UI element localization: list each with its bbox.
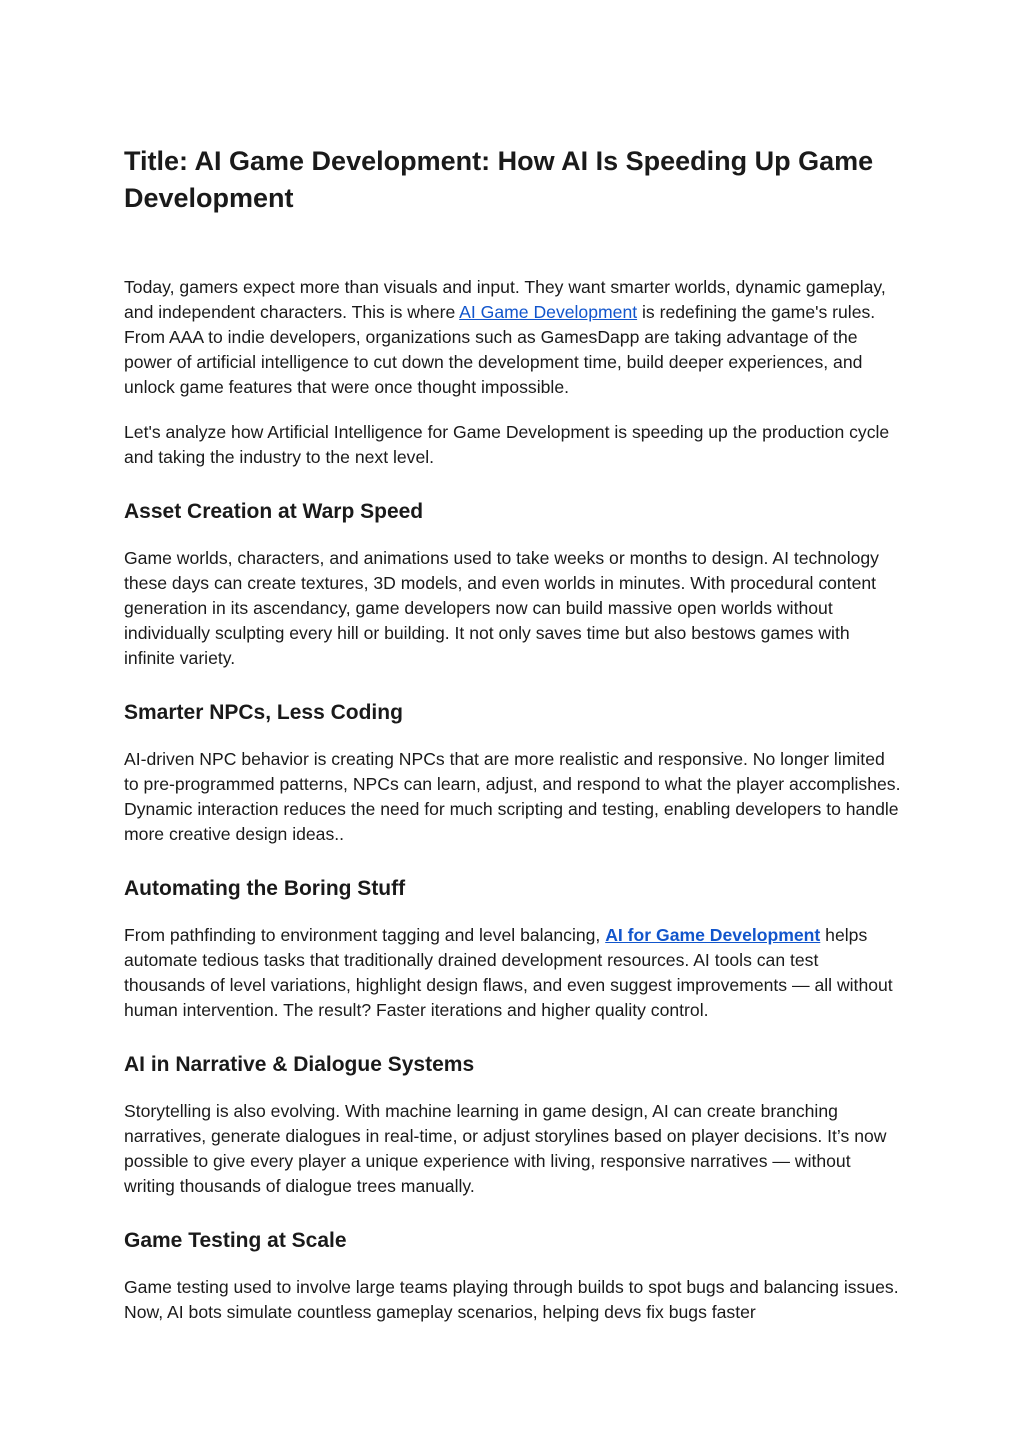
section-body-asset-creation: Game worlds, characters, and animations used to take weeks or months to design. AI technology these days can create textures, 3D models, and even worlds in minutes. With procedural content generation in its ascendancy, game developers now can build massive open worlds without individually sculpting every hill or building. It not only saves time but also bestows games with infinite variety.	[124, 548, 879, 668]
intro-text-start: Today, gamers expect more than visuals and input. They want smarter worlds, dynamic gameplay, and independent characters. This is where	[124, 277, 886, 322]
intro-paragraph-2: Let's analyze how Artificial Intelligence for Game Development is speeding up the production cycle and taking the industry to the next level.	[124, 422, 890, 467]
ai-for-game-development-link[interactable]: AI for Game Development	[605, 925, 821, 945]
section-body-smarter-npcs: AI-driven NPC behavior is creating NPCs that are more realistic and responsive. No longer limited to pre-programmed patterns, NPCs can learn, adjust, and respond to what the player accomplishes. Dynamic interaction reduces the need for much scripting and testing, enabling developers to handle more creative design ideas..	[124, 749, 901, 844]
automating-text-end: helps automate tedious tasks that traditionally drained development resources. AI tools can test thousands of level variations, highlight design flaws, and even suggest improvements — all without human intervention. The result? Faster iterations and higher quality control.	[124, 925, 893, 1020]
intro-paragraph	[124, 275, 902, 400]
ai-game-development-link[interactable]: AI Game Development	[459, 302, 638, 322]
automating-text-start: From pathfinding to environment tagging and level balancing,	[124, 925, 606, 945]
section-body-automating	[124, 923, 902, 1023]
section-heading-asset-creation: Asset Creation at Warp Speed	[124, 500, 424, 523]
section-heading-narrative: AI in Narrative & Dialogue Systems	[124, 1053, 475, 1076]
section-body-narrative: Storytelling is also evolving. With machine learning in game design, AI can create branching narratives, generate dialogues in real-time, or adjust storylines based on player decisions. It’s now possible to give every player a unique experience with living, responsive narratives — without writing thousands of dialogue trees manually.	[124, 1101, 887, 1196]
document-title: Title: AI Game Development: How AI Is Speeding Up Game Development	[124, 146, 874, 213]
section-heading-smarter-npcs: Smarter NPCs, Less Coding	[124, 701, 403, 724]
section-heading-game-testing: Game Testing at Scale	[124, 1229, 347, 1252]
intro-text-end: is redefining the game's rules. From AAA to indie developers, organizations such as GamesDapp are taking advantage of the power of artificial intelligence to cut down the development time, build deeper experiences, and unlock game features that were once thought impossible.	[124, 302, 876, 397]
section-heading-automating: Automating the Boring Stuff	[124, 877, 406, 900]
section-body-game-testing: Game testing used to involve large teams playing through builds to spot bugs and balancing issues. Now, AI bots simulate countless gameplay scenarios, helping devs fix bugs faster	[124, 1277, 899, 1322]
